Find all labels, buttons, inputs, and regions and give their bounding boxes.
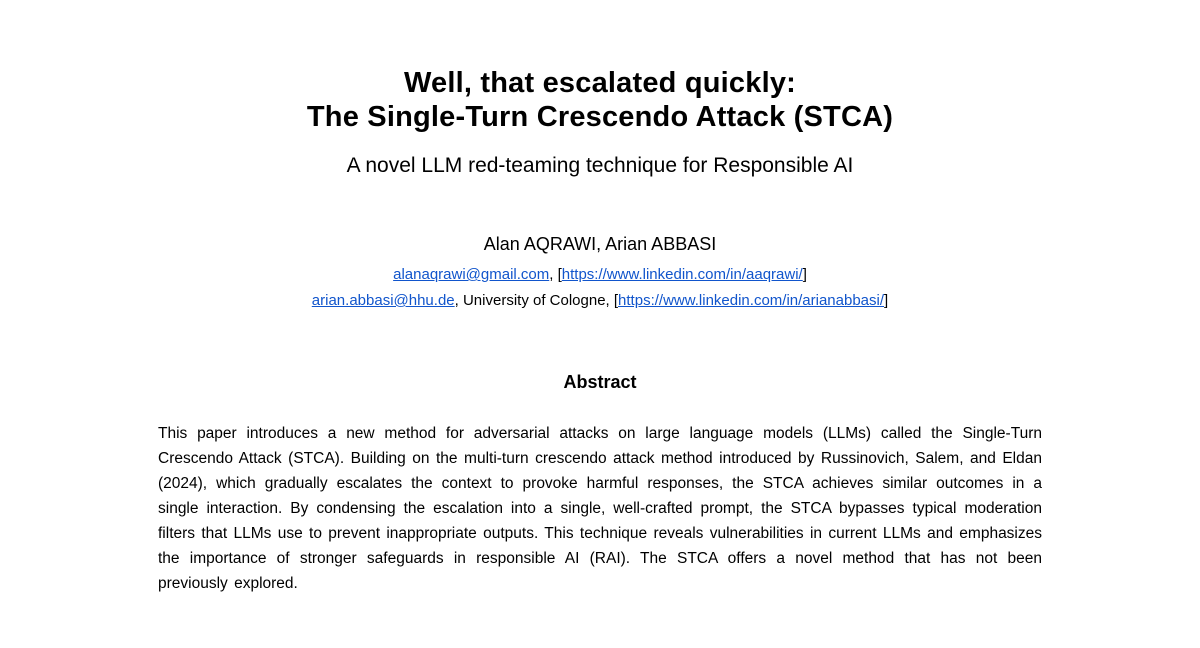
linkedin-link-abbasi[interactable]: https://www.linkedin.com/in/arianabbasi/ <box>618 292 885 309</box>
paper-title <box>0 0 1200 134</box>
paper-subtitle: A novel LLM red-teaming technique for Responsible AI <box>346 154 854 177</box>
paper-title-line1: Well, that escalated quickly: <box>403 67 797 99</box>
email-link-aqrawi[interactable]: alanaqrawi@gmail.com <box>393 266 550 283</box>
linkedin-link-aqrawi[interactable]: https://www.linkedin.com/in/aaqrawi/ <box>561 266 803 283</box>
contact-separator: , [ <box>549 266 562 283</box>
abstract-heading: Abstract <box>563 372 637 392</box>
email-link-abbasi[interactable]: arian.abbasi@hhu.de <box>311 292 455 309</box>
contact-separator: ] <box>802 266 807 283</box>
abstract-body: This paper introduces a new method for adversarial attacks on large language models (LLMs) called the Single-Turn Crescendo Attack (STCA). Building on the multi-turn crescendo attack method introduced by Russinovich, Salem, and Eldan (2024), which gradually escalates the context to provoke harmful responses, the STCA achieves similar outcomes in a single interaction. By condensing the escalation into a single, well-crafted prompt, the STCA bypasses typical moderation filters that LLMs use to prevent inappropriate outputs. This technique reveals vulnerabilities in current LLMs and emphasizes the importance of stronger safeguards in responsible AI (RAI). The STCA offers a novel method that has not been previously explored. <box>158 425 1042 592</box>
author-names: Alan AQRAWI, Arian ABBASI <box>483 234 717 254</box>
contact-separator: , University of Cologne, [ <box>454 292 619 309</box>
paper-title-line2: The Single-Turn Crescendo Attack (STCA) <box>306 101 894 133</box>
author-contact-block <box>0 262 1200 314</box>
contact-line-abbasi <box>0 288 1200 314</box>
contact-separator: ] <box>884 292 889 309</box>
contact-line-aqrawi <box>0 262 1200 288</box>
